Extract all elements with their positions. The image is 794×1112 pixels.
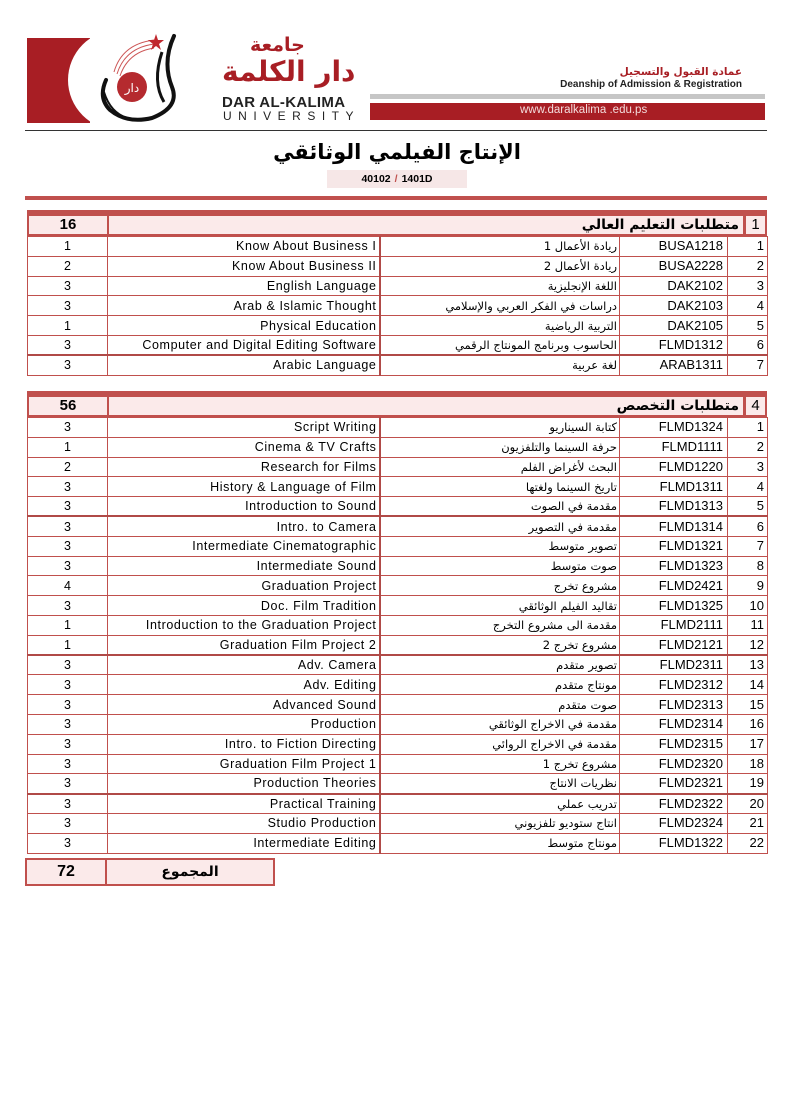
course-name-ar: مقدمة في التصوير — [380, 516, 620, 536]
course-credits: 3 — [28, 655, 108, 675]
course-row — [28, 296, 768, 316]
course-code: FLMD1312 — [620, 335, 728, 355]
course-name-en: English Language — [108, 276, 380, 296]
course-row — [28, 335, 768, 355]
course-code: FLMD2324 — [620, 813, 728, 833]
course-index: 4 — [728, 296, 768, 316]
course-code: DAK2102 — [620, 276, 728, 296]
course-row — [28, 418, 768, 438]
course-index: 2 — [728, 437, 768, 457]
course-index: 7 — [728, 355, 768, 375]
course-credits: 3 — [28, 734, 108, 754]
course-name-en: History & Language of Film — [108, 477, 380, 497]
course-name-ar: مونتاج متقدم — [380, 675, 620, 695]
course-credits: 3 — [28, 596, 108, 616]
course-name-en: Physical Education — [108, 316, 380, 336]
course-credits: 3 — [28, 813, 108, 833]
course-name-ar: الحاسوب وبرنامج المونتاج الرقمي — [380, 335, 620, 355]
course-code: ARAB1311 — [620, 355, 728, 375]
course-name-ar: دراسات في الفكر العربي والإسلامي — [380, 296, 620, 316]
course-index: 5 — [728, 316, 768, 336]
course-code: FLMD1311 — [620, 477, 728, 497]
section-credits: 16 — [29, 216, 109, 234]
course-name-en: Production — [108, 714, 380, 734]
course-code: FLMD2121 — [620, 635, 728, 655]
course-code: FLMD2311 — [620, 655, 728, 675]
course-name-en: Intermediate Cinematographic — [108, 536, 380, 556]
section-name: متطلبات التخصص — [616, 398, 739, 414]
course-row — [28, 596, 768, 616]
course-credits: 3 — [28, 355, 108, 375]
course-credits: 3 — [28, 774, 108, 794]
course-name-en: Practical Training — [108, 794, 380, 814]
course-credits: 1 — [28, 615, 108, 635]
course-row — [28, 316, 768, 336]
course-name-ar: تصوير متوسط — [380, 536, 620, 556]
university-name-ar-line1: جامعة — [250, 34, 305, 56]
course-code: FLMD1322 — [620, 833, 728, 853]
course-name-en: Graduation Project — [108, 576, 380, 596]
section-name: متطلبات التعليم العالي — [581, 217, 739, 233]
course-index: 1 — [728, 418, 768, 438]
course-index: 3 — [728, 457, 768, 477]
course-code: FLMD1314 — [620, 516, 728, 536]
course-name-en: Cinema & TV Crafts — [108, 437, 380, 457]
course-name-en: Intro. to Camera — [108, 516, 380, 536]
course-name-ar: مقدمة في الاخراج الوثائقي — [380, 714, 620, 734]
course-index: 1 — [728, 237, 768, 257]
course-credits: 2 — [28, 457, 108, 477]
course-name-ar: صوت متقدم — [380, 695, 620, 715]
course-credits: 3 — [28, 714, 108, 734]
courses-table — [27, 417, 768, 854]
course-code: FLMD2322 — [620, 794, 728, 814]
course-index: 14 — [728, 675, 768, 695]
course-row — [28, 813, 768, 833]
course-name-ar: تدريب عملي — [380, 794, 620, 814]
course-index: 15 — [728, 695, 768, 715]
course-credits: 3 — [28, 833, 108, 853]
course-name-en: Script Writing — [108, 418, 380, 438]
course-row — [28, 256, 768, 276]
course-code: FLMD2321 — [620, 774, 728, 794]
course-index: 6 — [728, 335, 768, 355]
university-name-ar-line2: دار الكلمة — [222, 55, 356, 88]
course-code: BUSA1218 — [620, 237, 728, 257]
course-index: 9 — [728, 576, 768, 596]
course-name-ar: صوت متوسط — [380, 556, 620, 576]
course-index: 22 — [728, 833, 768, 853]
university-logo-icon — [92, 32, 192, 124]
course-credits: 3 — [28, 497, 108, 517]
course-name-en: Graduation Film Project 2 — [108, 635, 380, 655]
course-row — [28, 556, 768, 576]
course-credits: 3 — [28, 418, 108, 438]
course-name-ar: تصوير متقدم — [380, 655, 620, 675]
total-credits-box — [25, 858, 275, 886]
course-name-ar: مقدمة الى مشروع التخرج — [380, 615, 620, 635]
course-code: BUSA2228 — [620, 256, 728, 276]
course-name-en: Production Theories — [108, 774, 380, 794]
course-name-en: Advanced Sound — [108, 695, 380, 715]
course-name-en: Adv. Camera — [108, 655, 380, 675]
course-credits: 3 — [28, 477, 108, 497]
section-credits: 56 — [29, 397, 109, 415]
course-row — [28, 355, 768, 375]
course-name-en: Intro. to Fiction Directing — [108, 734, 380, 754]
course-credits: 4 — [28, 576, 108, 596]
course-name-en: Know About Business I — [108, 237, 380, 257]
section-header — [27, 395, 767, 417]
course-code: FLMD2313 — [620, 695, 728, 715]
course-index: 3 — [728, 276, 768, 296]
course-row — [28, 576, 768, 596]
course-name-ar: مقدمة في الصوت — [380, 497, 620, 517]
course-row — [28, 754, 768, 774]
course-credits: 2 — [28, 256, 108, 276]
course-index: 18 — [728, 754, 768, 774]
course-name-ar: ريادة الأعمال 2 — [380, 256, 620, 276]
course-index: 8 — [728, 556, 768, 576]
course-index: 2 — [728, 256, 768, 276]
course-code: FLMD1323 — [620, 556, 728, 576]
courses-table — [27, 236, 768, 376]
university-name-en-line1: DAR AL-KALIMA — [222, 94, 346, 111]
deanship-name-ar: عمادة القبول والتسجيل — [619, 66, 742, 78]
course-row — [28, 536, 768, 556]
course-index: 12 — [728, 635, 768, 655]
course-index: 17 — [728, 734, 768, 754]
course-row — [28, 695, 768, 715]
course-code: FLMD2320 — [620, 754, 728, 774]
course-index: 5 — [728, 497, 768, 517]
course-code: FLMD2314 — [620, 714, 728, 734]
course-name-ar: ريادة الأعمال 1 — [380, 237, 620, 257]
course-credits: 3 — [28, 335, 108, 355]
course-name-en: Introduction to Sound — [108, 497, 380, 517]
course-name-en: Computer and Digital Editing Software — [108, 335, 380, 355]
course-name-ar: مشروع تخرج 1 — [380, 754, 620, 774]
title-divider — [25, 196, 767, 200]
course-name-en: Arab & Islamic Thought — [108, 296, 380, 316]
total-credits-label: المجموع — [161, 864, 219, 880]
course-credits: 1 — [28, 316, 108, 336]
course-row — [28, 774, 768, 794]
course-name-ar: حرفة السينما والتلفزيون — [380, 437, 620, 457]
course-index: 16 — [728, 714, 768, 734]
header-gray-bar — [370, 94, 765, 99]
page-title: الإنتاج الفيلمي الوثائقي — [273, 140, 521, 164]
course-name-ar: التربية الرياضية — [380, 316, 620, 336]
course-name-ar: البحث لأغراض الفلم — [380, 457, 620, 477]
course-name-ar: تقاليد الفيلم الوثائقي — [380, 596, 620, 616]
course-code: DAK2105 — [620, 316, 728, 336]
course-name-ar: مقدمة في الاخراج الروائي — [380, 734, 620, 754]
course-row — [28, 457, 768, 477]
course-name-en: Adv. Editing — [108, 675, 380, 695]
course-index: 7 — [728, 536, 768, 556]
course-credits: 1 — [28, 237, 108, 257]
section-major-requirements — [27, 391, 767, 854]
course-name-en: Intermediate Editing — [108, 833, 380, 853]
course-code: FLMD1324 — [620, 418, 728, 438]
course-row — [28, 734, 768, 754]
course-name-en: Research for Films — [108, 457, 380, 477]
course-index: 11 — [728, 615, 768, 635]
section-number: 4 — [743, 397, 765, 415]
course-code: FLMD1220 — [620, 457, 728, 477]
course-code: FLMD2312 — [620, 675, 728, 695]
course-code: FLMD1313 — [620, 497, 728, 517]
course-index: 20 — [728, 794, 768, 814]
program-code-box — [327, 170, 467, 188]
course-code: FLMD1325 — [620, 596, 728, 616]
course-row — [28, 276, 768, 296]
course-name-ar: كتابة السيناريو — [380, 418, 620, 438]
course-credits: 3 — [28, 536, 108, 556]
course-credits: 3 — [28, 296, 108, 316]
course-row — [28, 516, 768, 536]
course-name-en: Doc. Film Tradition — [108, 596, 380, 616]
course-credits: 3 — [28, 516, 108, 536]
course-credits: 3 — [28, 754, 108, 774]
course-row — [28, 237, 768, 257]
course-name-en: Know About Business II — [108, 256, 380, 276]
course-name-en: Intermediate Sound — [108, 556, 380, 576]
course-row — [28, 437, 768, 457]
course-name-ar: مشروع تخرج 2 — [380, 635, 620, 655]
course-code: FLMD1111 — [620, 437, 728, 457]
course-row — [28, 655, 768, 675]
course-row — [28, 794, 768, 814]
course-row — [28, 833, 768, 853]
course-row — [28, 675, 768, 695]
course-credits: 3 — [28, 556, 108, 576]
course-row — [28, 714, 768, 734]
course-name-ar: مونتاج متوسط — [380, 833, 620, 853]
section-header — [27, 214, 767, 236]
course-index: 4 — [728, 477, 768, 497]
course-name-ar: اللغة الإنجليزية — [380, 276, 620, 296]
university-name-en-line2: UNIVERSITY — [223, 109, 361, 123]
section-university-requirements — [27, 210, 767, 376]
course-name-ar: لغة عربية — [380, 355, 620, 375]
course-name-en: Graduation Film Project 1 — [108, 754, 380, 774]
total-credits-value: 72 — [27, 860, 107, 884]
course-code: DAK2103 — [620, 296, 728, 316]
course-row — [28, 635, 768, 655]
course-row — [28, 615, 768, 635]
program-code-right: 1401D — [401, 173, 433, 185]
deanship-name-en: Deanship of Admission & Registration — [560, 79, 742, 90]
course-name-ar: مشروع تخرج — [380, 576, 620, 596]
website-link[interactable]: www.daralkalima .edu.ps — [520, 104, 648, 116]
course-name-en: Introduction to the Graduation Project — [108, 615, 380, 635]
course-index: 6 — [728, 516, 768, 536]
program-code-left: 40102 — [361, 173, 391, 185]
course-credits: 3 — [28, 695, 108, 715]
course-index: 10 — [728, 596, 768, 616]
course-credits: 3 — [28, 675, 108, 695]
course-name-en: Studio Production — [108, 813, 380, 833]
course-name-ar: نظريات الانتاج — [380, 774, 620, 794]
course-name-ar: تاريخ السينما ولغتها — [380, 477, 620, 497]
section-number: 1 — [743, 216, 765, 234]
course-credits: 3 — [28, 794, 108, 814]
code-separator: / — [394, 173, 398, 185]
course-name-en: Arabic Language — [108, 355, 380, 375]
course-index: 13 — [728, 655, 768, 675]
course-code: FLMD2111 — [620, 615, 728, 635]
course-code: FLMD2421 — [620, 576, 728, 596]
course-name-ar: انتاج ستوديو تلفزيوني — [380, 813, 620, 833]
course-row — [28, 477, 768, 497]
svg-text:دار: دار — [124, 81, 140, 95]
course-credits: 1 — [28, 437, 108, 457]
course-code: FLMD2315 — [620, 734, 728, 754]
course-code: FLMD1321 — [620, 536, 728, 556]
course-index: 19 — [728, 774, 768, 794]
header-divider — [25, 130, 767, 131]
course-credits: 1 — [28, 635, 108, 655]
course-row — [28, 497, 768, 517]
course-credits: 3 — [28, 276, 108, 296]
course-index: 21 — [728, 813, 768, 833]
